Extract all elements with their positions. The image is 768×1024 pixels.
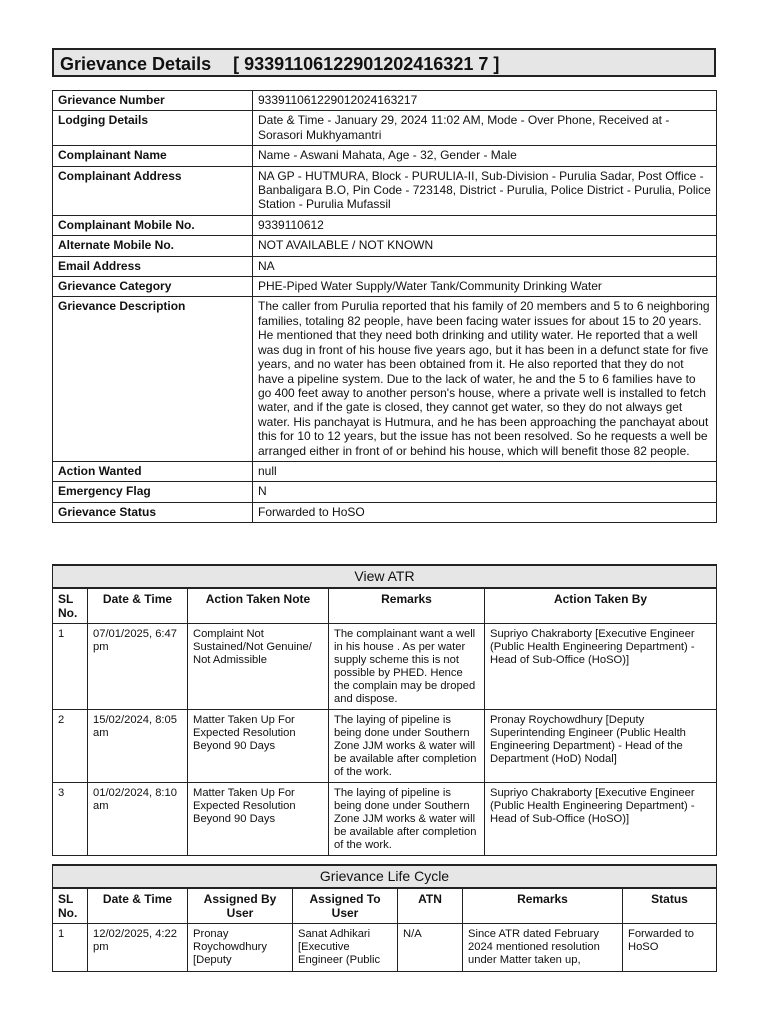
column-header: Date & Time (88, 888, 188, 924)
table-row (53, 482, 717, 502)
lifecycle-atn (398, 924, 463, 972)
atr-taken-by: Supriyo Chakraborty [Executive Engineer (Public Health Engineering Department) - Head of Sub-Office (HoSO)] (485, 783, 717, 856)
atr-taken-by: Pronay Roychowdhury [Deputy Superintending Engineer (Public Health Engineering Department) - Head of the Department (HoD) Nodal] (485, 710, 717, 783)
field-value: NOT AVAILABLE / NOT KNOWN (253, 236, 717, 256)
lifecycle-assigned-by-text: Pronay Roychowdhury [Deputy (193, 928, 267, 966)
table-row (53, 166, 717, 215)
field-label: Grievance Number (53, 91, 253, 111)
table-row (53, 297, 717, 461)
grievance-details-table (52, 90, 717, 523)
atr-title-row (53, 565, 717, 588)
lifecycle-header-row (53, 888, 717, 924)
field-value: 933911061229012024163217 (253, 91, 717, 111)
table-row (53, 624, 717, 710)
field-label: Email Address (53, 256, 253, 276)
lifecycle-remarks (463, 924, 623, 972)
field-label: Alternate Mobile No. (53, 236, 253, 256)
atr-datetime: 01/02/2024, 8:10 am (88, 783, 188, 856)
table-row (53, 502, 717, 522)
atr-datetime: 07/01/2025, 6:47 pm (88, 624, 188, 710)
table-row (53, 236, 717, 256)
field-value: 9339110612 (253, 215, 717, 235)
atr-note: Matter Taken Up For Expected Resolution Beyond 90 Days (188, 783, 329, 856)
lifecycle-assigned-by (188, 924, 293, 972)
column-header: Remarks (463, 888, 623, 924)
atr-sl: 1 (53, 624, 88, 710)
atr-sl: 2 (53, 710, 88, 783)
column-header: Assigned By User (188, 888, 293, 924)
table-row (53, 461, 717, 481)
column-header: ATN (398, 888, 463, 924)
atr-table (52, 564, 717, 856)
atr-remarks: The laying of pipeline is being done under Southern Zone JJM works & water will be available after completion of the work. (329, 783, 485, 856)
column-header: Action Taken By (485, 588, 717, 624)
atr-remarks: The laying of pipeline is being done under Southern Zone JJM works & water will be available after completion of the work. (329, 710, 485, 783)
grievance-number-title: [ 93391106122901202416321 7 ] (233, 54, 500, 74)
lifecycle-atn-text: N/A (403, 928, 422, 940)
lifecycle-assigned-to (293, 924, 398, 972)
atr-sl: 3 (53, 783, 88, 856)
atr-datetime: 15/02/2024, 8:05 am (88, 710, 188, 783)
lifecycle-section-title: Grievance Life Cycle (53, 865, 717, 888)
atr-note: Complaint Not Sustained/Not Genuine/ Not Admissible (188, 624, 329, 710)
atr-remarks: The complainant want a well in his house . As per water supply scheme this is not possible by PHED. Hence the complain may be droped and dispose. (329, 624, 485, 710)
atr-taken-by: Supriyo Chakraborty [Executive Engineer (Public Health Engineering Department) - Head of Sub-Office (HoSO)] (485, 624, 717, 710)
field-value: N (253, 482, 717, 502)
atr-header-row (53, 588, 717, 624)
column-header: Remarks (329, 588, 485, 624)
lifecycle-status-text: Forwarded to HoSO (628, 928, 694, 953)
field-label: Complainant Mobile No. (53, 215, 253, 235)
column-header: Action Taken Note (188, 588, 329, 624)
table-row (53, 146, 717, 166)
table-row (53, 215, 717, 235)
field-value: null (253, 461, 717, 481)
field-label: Grievance Category (53, 277, 253, 297)
table-row (53, 91, 717, 111)
table-row (53, 111, 717, 146)
column-header: SL No. (53, 888, 88, 924)
field-value: Name - Aswani Mahata, Age - 32, Gender - Male (253, 146, 717, 166)
table-row (53, 783, 717, 856)
field-value: The caller from Purulia reported that his family of 20 members and 5 to 6 neighboring families, totaling 82 people, have been facing water issues for about 15 to 20 years. He mentioned that they need both drinking and utility water. He reported that a well was dug in front of his house five years ago, but it has been in a defunct state for five years, and no water has been obtained from it. He also reported that they do not have a pipeline system. Due to the lack of water, he and the 5 to 6 families have to go 400 feet away to another person's house, where a private well is installed to fetch water, and if the gate is closed, they cannot get water, so they do not always get water. His panchayat is Hutmura, and he has been approaching the panchayat about this for 10 to 12 years, but the issue has not been resolved. So he requests a well be arranged either in front of or behind his house, which will benefit those 82 people. (253, 297, 717, 461)
column-header: Status (623, 888, 717, 924)
page-title-text: Grievance Details (60, 54, 212, 74)
lifecycle-remarks-text: Since ATR dated February 2024 mentioned resolution under Matter taken up, (468, 928, 600, 966)
page-title (52, 48, 716, 77)
field-label: Grievance Description (53, 297, 253, 461)
field-label: Complainant Name (53, 146, 253, 166)
field-label: Lodging Details (53, 111, 253, 146)
lifecycle-assigned-to-text: Sanat Adhikari [Executive Engineer (Public (298, 928, 381, 966)
lifecycle-title-row (53, 865, 717, 888)
lifecycle-table (52, 864, 717, 972)
table-row (53, 256, 717, 276)
column-header: Assigned To User (293, 888, 398, 924)
field-value: Date & Time - January 29, 2024 11:02 AM, Mode - Over Phone, Received at - Sorasori Mukhyamantri (253, 111, 717, 146)
field-value: NA (253, 256, 717, 276)
field-label: Grievance Status (53, 502, 253, 522)
lifecycle-sl-text: 1 (58, 928, 65, 940)
field-value: PHE-Piped Water Supply/Water Tank/Community Drinking Water (253, 277, 717, 297)
lifecycle-sl (53, 924, 88, 972)
lifecycle-status (623, 924, 717, 972)
table-row (53, 277, 717, 297)
table-row (53, 924, 717, 972)
lifecycle-datetime-text: 12/02/2025, 4:22 pm (93, 928, 177, 953)
table-row (53, 710, 717, 783)
field-value: NA GP - HUTMURA, Block - PURULIA-II, Sub-Division - Purulia Sadar, Post Office - Banbaligara B.O, Pin Code - 723148, District - Purulia, Police District - Purulia, Police Station - Purulia Mufassil (253, 166, 717, 215)
field-value: Forwarded to HoSO (253, 502, 717, 522)
atr-section-title: View ATR (53, 565, 717, 588)
atr-note: Matter Taken Up For Expected Resolution Beyond 90 Days (188, 710, 329, 783)
column-header: SL No. (53, 588, 88, 624)
field-label: Action Wanted (53, 461, 253, 481)
column-header: Date & Time (88, 588, 188, 624)
field-label: Emergency Flag (53, 482, 253, 502)
lifecycle-datetime (88, 924, 188, 972)
field-label: Complainant Address (53, 166, 253, 215)
